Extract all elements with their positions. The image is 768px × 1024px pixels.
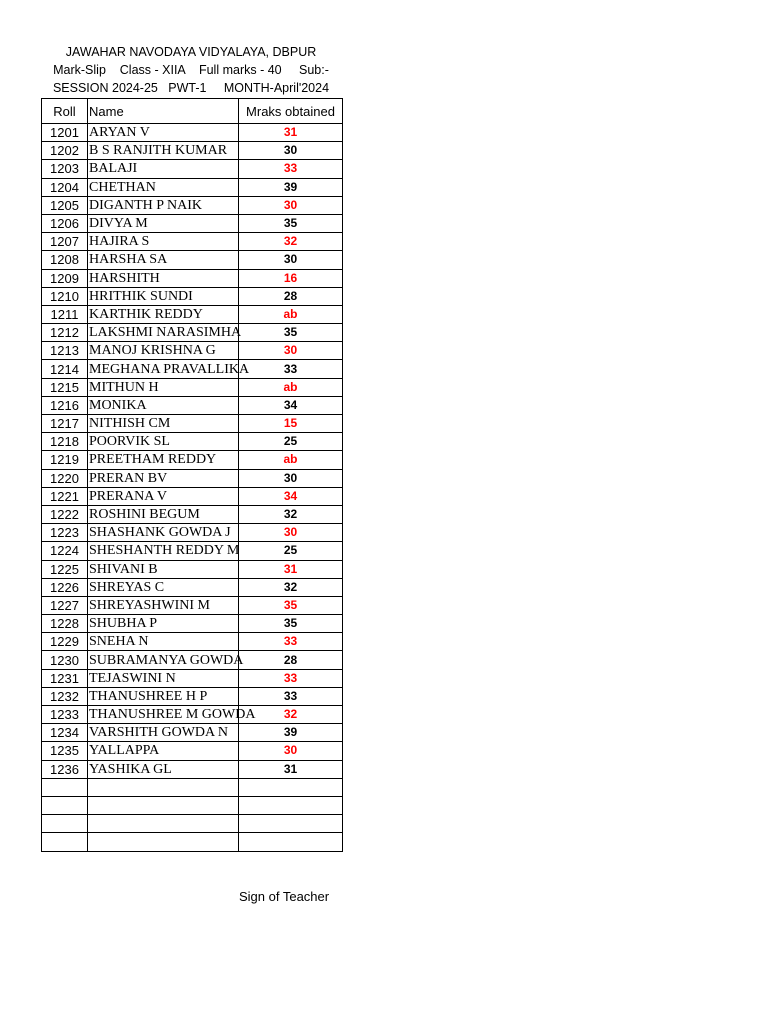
name-cell: SHIVANI B: [88, 560, 239, 578]
roll-cell: 1208: [42, 251, 88, 269]
table-row: [42, 578, 343, 596]
marks-cell: 35: [239, 615, 343, 633]
table-row: [42, 742, 343, 760]
marks-cell: ab: [239, 378, 343, 396]
empty-row: [42, 796, 343, 814]
table-row: [42, 760, 343, 778]
marks-cell: ab: [239, 305, 343, 323]
name-cell: TEJASWINI N: [88, 669, 239, 687]
name-cell: PRERAN BV: [88, 469, 239, 487]
name-cell: SHASHANK GOWDA J: [88, 524, 239, 542]
table-row: [42, 633, 343, 651]
name-cell: HARSHITH: [88, 269, 239, 287]
name-cell: ROSHINI BEGUM: [88, 505, 239, 523]
marks-cell: 34: [239, 487, 343, 505]
roll-cell: 1202: [42, 142, 88, 160]
table-row: [42, 469, 343, 487]
roll-cell: 1205: [42, 196, 88, 214]
empty-cell: [239, 815, 343, 833]
marks-cell: 30: [239, 342, 343, 360]
marks-cell: 33: [239, 360, 343, 378]
marks-cell: 33: [239, 160, 343, 178]
table-row: [42, 360, 343, 378]
marks-cell: 32: [239, 578, 343, 596]
name-cell: VARSHITH GOWDA N: [88, 724, 239, 742]
empty-cell: [42, 778, 88, 796]
empty-cell: [42, 796, 88, 814]
marks-cell: 30: [239, 469, 343, 487]
school-title: JAWAHAR NAVODAYA VIDYALAYA, DBPUR: [65, 45, 317, 59]
marks-cell: 31: [239, 124, 343, 142]
name-cell: THANUSHREE M GOWDA: [89, 707, 256, 723]
name-cell: DIGANTH P NAIK: [88, 196, 239, 214]
empty-row: [42, 815, 343, 833]
name-cell: MANOJ KRISHNA G: [88, 342, 239, 360]
name-cell: SHESHANTH REDDY M: [89, 543, 240, 559]
table-row: [42, 324, 343, 342]
roll-cell: 1226: [42, 578, 88, 596]
table-row: [42, 196, 343, 214]
roll-cell: 1236: [42, 760, 88, 778]
table-row: [42, 433, 343, 451]
name-cell: SHREYAS C: [88, 578, 239, 596]
table-row: [42, 524, 343, 542]
name-cell: SHREYASHWINI M: [88, 596, 239, 614]
marks-cell: 30: [239, 142, 343, 160]
table-row: [42, 415, 343, 433]
empty-cell: [88, 778, 239, 796]
marks-cell: 31: [239, 760, 343, 778]
marks-cell: 30: [239, 524, 343, 542]
empty-cell: [239, 796, 343, 814]
roll-cell: 1218: [42, 433, 88, 451]
name-cell: CHETHAN: [88, 178, 239, 196]
roll-cell: 1204: [42, 178, 88, 196]
roll-cell: 1207: [42, 233, 88, 251]
col-header-name: Name: [88, 99, 239, 124]
session-details: SESSION 2024-25 PWT-1 MONTH-April'2024: [52, 81, 330, 95]
roll-cell: 1215: [42, 378, 88, 396]
name-cell: HRITHIK SUNDI: [88, 287, 239, 305]
roll-cell: 1227: [42, 596, 88, 614]
roll-cell: 1219: [42, 451, 88, 469]
roll-cell: 1206: [42, 214, 88, 232]
marks-cell: 39: [239, 178, 343, 196]
table-row: [42, 596, 343, 614]
table-row: [42, 651, 343, 669]
roll-cell: 1229: [42, 633, 88, 651]
table-header-row: [42, 99, 343, 124]
empty-cell: [239, 833, 343, 851]
name-cell: B S RANJITH KUMAR: [88, 142, 239, 160]
name-cell: MONIKA: [88, 396, 239, 414]
empty-cell: [239, 778, 343, 796]
marks-cell: 33: [239, 687, 343, 705]
table-row: [42, 505, 343, 523]
marks-cell: 31: [239, 560, 343, 578]
roll-cell: 1211: [42, 305, 88, 323]
marks-cell: 33: [239, 633, 343, 651]
marks-cell: 16: [239, 269, 343, 287]
roll-cell: 1223: [42, 524, 88, 542]
table-row: [42, 287, 343, 305]
table-row: [42, 560, 343, 578]
empty-row: [42, 778, 343, 796]
mark-slip-details: Mark-Slip Class - XIIA Full marks - 40 Sub:-: [53, 63, 329, 77]
name-cell: YALLAPPA: [88, 742, 239, 760]
name-cell: HAJIRA S: [88, 233, 239, 251]
marks-cell: 32: [239, 706, 343, 724]
roll-cell: 1232: [42, 687, 88, 705]
marks-cell: 25: [239, 433, 343, 451]
marks-cell: 39: [239, 724, 343, 742]
roll-cell: 1201: [42, 124, 88, 142]
marks-cell: 28: [239, 651, 343, 669]
table-row: [42, 342, 343, 360]
table-row: [42, 669, 343, 687]
roll-cell: 1228: [42, 615, 88, 633]
table-row: [42, 451, 343, 469]
table-row: [42, 124, 343, 142]
roll-cell: 1235: [42, 742, 88, 760]
marks-cell: 35: [239, 214, 343, 232]
table-row: [42, 378, 343, 396]
name-cell: NITHISH CM: [88, 415, 239, 433]
roll-cell: 1214: [42, 360, 88, 378]
name-cell: BALAJI: [88, 160, 239, 178]
roll-cell: 1224: [42, 542, 88, 560]
name-cell: LAKSHMI NARASIMHA: [89, 325, 242, 341]
table-row: [42, 214, 343, 232]
roll-cell: 1222: [42, 505, 88, 523]
marks-cell: ab: [239, 451, 343, 469]
name-cell: YASHIKA GL: [88, 760, 239, 778]
empty-row: [42, 833, 343, 851]
marks-cell: 32: [239, 505, 343, 523]
table-row: [42, 142, 343, 160]
marks-cell: 35: [239, 596, 343, 614]
name-cell: PRERANA V: [88, 487, 239, 505]
roll-cell: 1233: [42, 706, 88, 724]
table-row: [42, 687, 343, 705]
empty-cell: [42, 833, 88, 851]
roll-cell: 1203: [42, 160, 88, 178]
roll-cell: 1216: [42, 396, 88, 414]
marks-cell: 28: [239, 287, 343, 305]
roll-cell: 1209: [42, 269, 88, 287]
name-cell: THANUSHREE H P: [88, 687, 239, 705]
teacher-signature-label: Sign of Teacher: [239, 889, 330, 904]
marks-cell: 34: [239, 396, 343, 414]
marks-cell: 30: [239, 742, 343, 760]
roll-cell: 1220: [42, 469, 88, 487]
name-cell: ARYAN V: [88, 124, 239, 142]
marks-table: [41, 98, 343, 852]
marks-cell: 35: [239, 324, 343, 342]
name-cell: POORVIK SL: [88, 433, 239, 451]
empty-cell: [88, 796, 239, 814]
empty-cell: [42, 815, 88, 833]
table-row: [42, 178, 343, 196]
table-row: [42, 724, 343, 742]
table-row: [42, 396, 343, 414]
roll-cell: 1231: [42, 669, 88, 687]
marks-cell: 30: [239, 251, 343, 269]
empty-cell: [88, 815, 239, 833]
table-row: [42, 233, 343, 251]
roll-cell: 1221: [42, 487, 88, 505]
roll-cell: 1217: [42, 415, 88, 433]
name-cell: SNEHA N: [88, 633, 239, 651]
roll-cell: 1213: [42, 342, 88, 360]
roll-cell: 1230: [42, 651, 88, 669]
table-row: [42, 305, 343, 323]
roll-cell: 1212: [42, 324, 88, 342]
table-row: [42, 269, 343, 287]
table-row: [42, 542, 343, 560]
name-cell: PREETHAM REDDY: [88, 451, 239, 469]
name-cell: HARSHA SA: [88, 251, 239, 269]
name-cell: MEGHANA PRAVALLIKA: [89, 361, 250, 377]
marks-cell: 30: [239, 196, 343, 214]
empty-cell: [88, 833, 239, 851]
name-cell: KARTHIK REDDY: [88, 305, 239, 323]
table-row: [42, 487, 343, 505]
col-header-roll: Roll: [42, 99, 88, 124]
roll-cell: 1225: [42, 560, 88, 578]
marks-cell: 32: [239, 233, 343, 251]
roll-cell: 1210: [42, 287, 88, 305]
table-row: [42, 706, 343, 724]
name-cell: DIVYA M: [88, 214, 239, 232]
roll-cell: 1234: [42, 724, 88, 742]
table-row: [42, 160, 343, 178]
marks-cell: 33: [239, 669, 343, 687]
marks-cell: 25: [239, 542, 343, 560]
name-cell: SHUBHA P: [88, 615, 239, 633]
name-cell: MITHUN H: [88, 378, 239, 396]
marks-cell: 15: [239, 415, 343, 433]
table-row: [42, 251, 343, 269]
col-header-marks: Mraks obtained: [239, 99, 343, 124]
name-cell: SUBRAMANYA GOWDA: [89, 652, 244, 668]
table-row: [42, 615, 343, 633]
